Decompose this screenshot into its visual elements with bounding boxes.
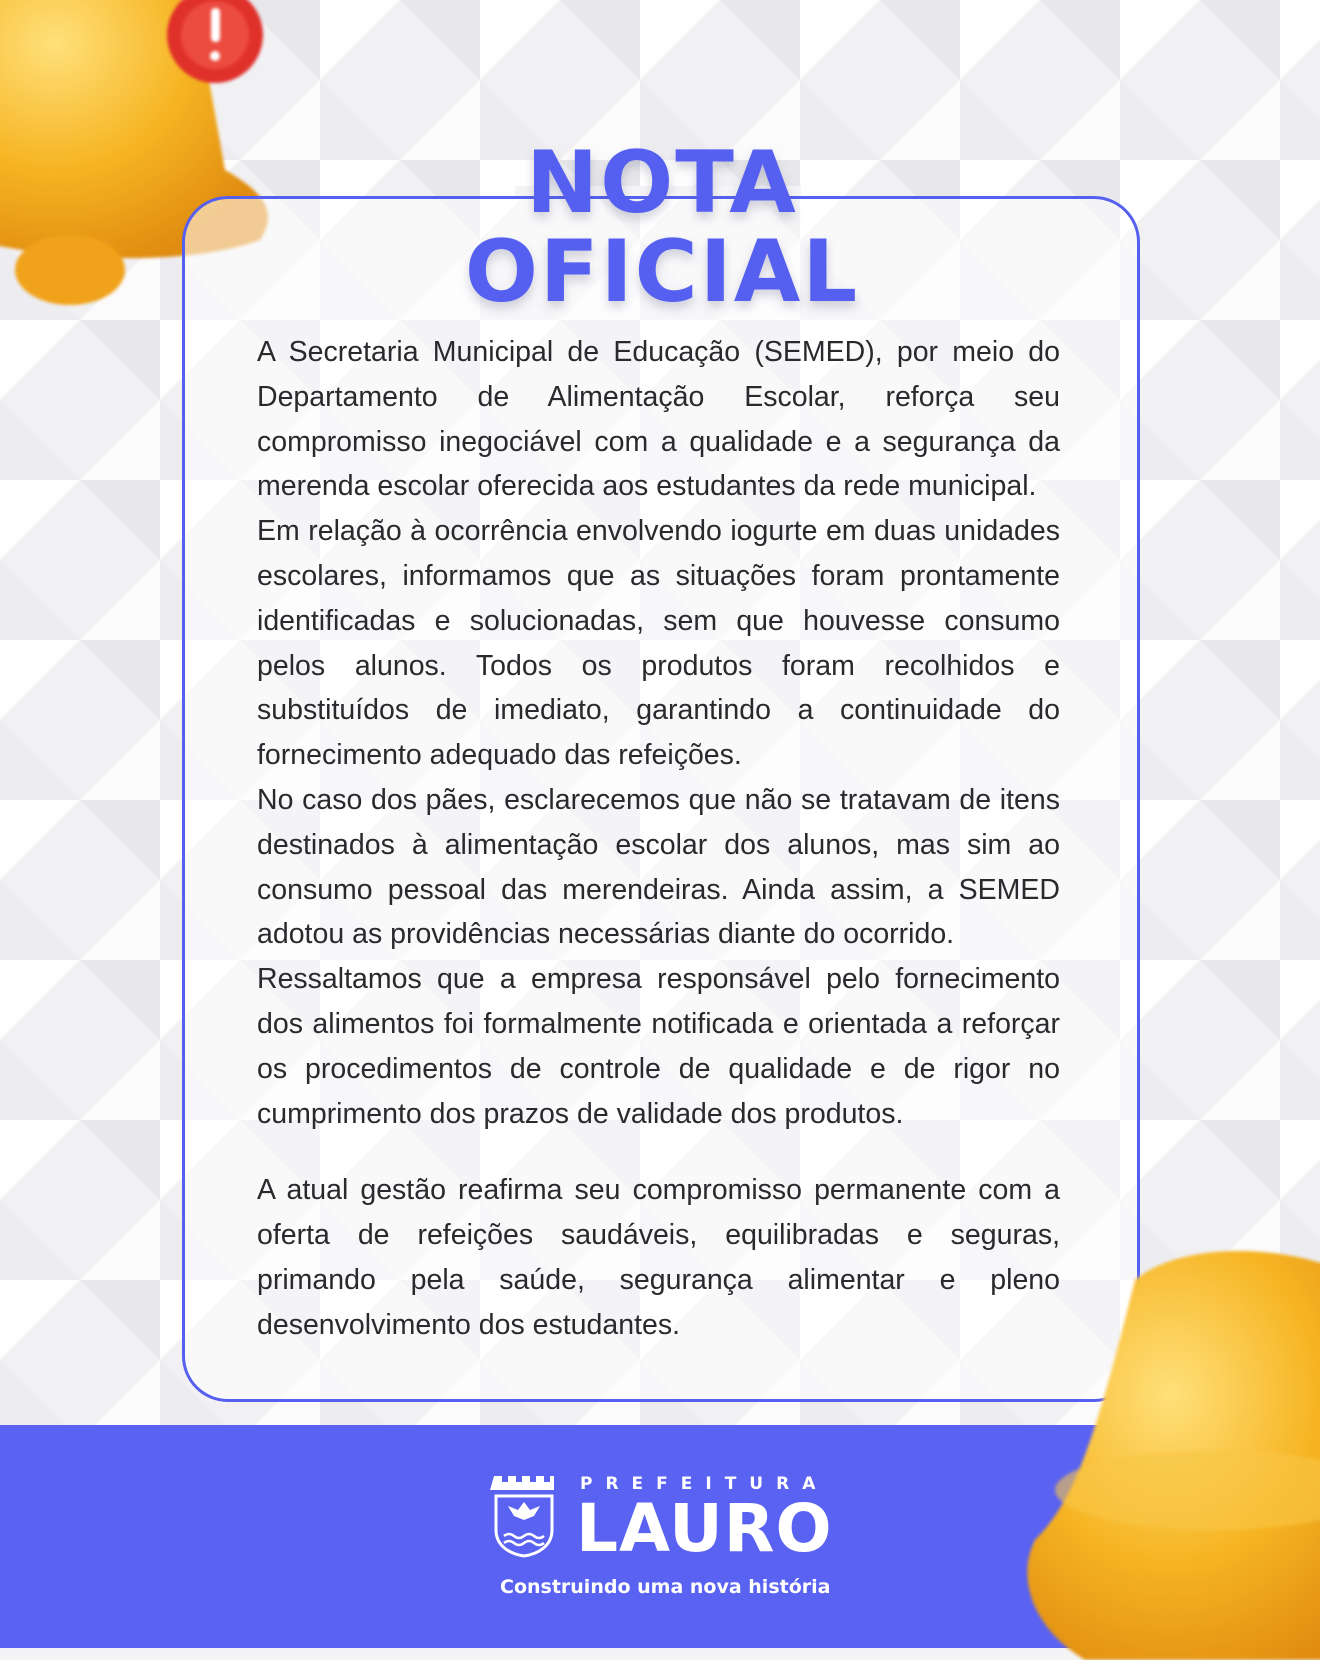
paragraph: Em relação à ocorrência envolvendo iogurte em duas unidades escolares, informamos que as situações foram prontamente identificadas e solucionadas, sem que houvesse consumo pelos alunos. Todos os produtos foram recolhidos e substituídos de imediato, garantindo a continuidade do fornecimento adequado das refeições. xyxy=(257,515,1060,772)
title-line-1: NOTA xyxy=(526,133,798,233)
prefeitura-logo xyxy=(490,1472,840,1612)
paragraph: A Secretaria Municipal de Educação (SEMED), por meio do Departamento de Alimentação Escolar, reforça seu compromisso inegociável com a qualidade e a segurança da merenda escolar oferecida aos estudantes da rede municipal. xyxy=(257,336,1060,503)
paragraph: A atual gestão reafirma seu compromisso permanente com a oferta de refeições saudáveis, equilibradas e seguras, primando pela saúde, segurança alimentar e pleno desenvolvimento dos estudantes. xyxy=(257,1174,1060,1341)
slogan: Construindo uma nova história xyxy=(500,1576,831,1598)
brand-top: PREFEITURA xyxy=(580,1474,829,1494)
brand-name: LAURO xyxy=(576,1490,833,1567)
paragraph: No caso dos pães, esclarecemos que não se tratavam de itens destinados à alimentação escolar dos alunos, mas sim ao consumo pessoal das merendeiras. Ainda assim, a SEMED adotou as providências necessárias diante do ocorrido. xyxy=(257,783,1060,951)
paragraph: Ressaltamos que a empresa responsável pelo fornecimento dos alimentos foi formalmente notificada e orientada a reforçar os procedimentos de controle de qualidade e de rigor no cumprimento dos prazos de validade dos produtos. xyxy=(257,963,1060,1130)
page-title xyxy=(462,133,862,322)
bell-icon xyxy=(1015,1240,1320,1660)
title-line-2: OFICIAL xyxy=(464,222,860,322)
note-body xyxy=(257,330,1060,1348)
coat-of-arms-icon xyxy=(490,1472,558,1558)
